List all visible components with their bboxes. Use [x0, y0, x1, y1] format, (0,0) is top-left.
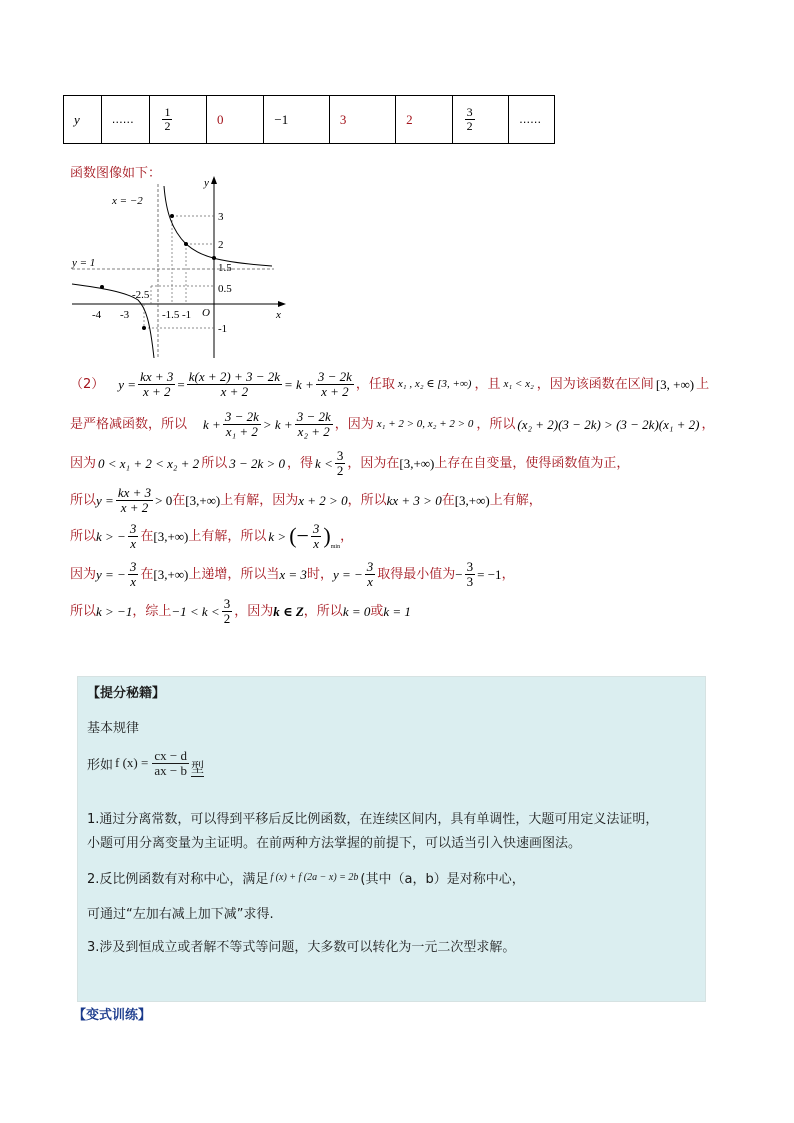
x-tick-neg4: -4 [92, 309, 102, 321]
text-min-value: 取得最小值为 [377, 566, 456, 582]
text-so-7b: ，所以 [303, 603, 343, 619]
eq-k-plus-1: k + [203, 416, 221, 432]
text-because-3: 因为 [70, 455, 97, 471]
text-because-6: 因为 [70, 566, 97, 582]
math-k-eq-1: k = 1 [383, 603, 411, 619]
math-y-neg: y = − [96, 566, 126, 582]
tips-box [77, 676, 706, 1002]
origin-label: O [202, 307, 210, 319]
math-y-neg-2: y = − [332, 566, 363, 582]
math-product-inequality: (x₂ + 2)(3 − 2k) > (3 − 2k)(x₁ + 2) [517, 416, 700, 432]
text-in-6: 在 [140, 566, 154, 582]
tips-point-2-line-1 [87, 868, 525, 887]
form-suffix: 型 [191, 757, 204, 777]
point-neg3-neg1 [142, 326, 146, 330]
x-tick-neg2_5: -2.5 [132, 289, 150, 301]
fraction-kx3-4: $\frac{kx + 3}{x + 2}$ [117, 485, 152, 515]
subscript-min: min [330, 544, 341, 551]
x-tick-neg1_5: -1.5 [162, 309, 180, 321]
point-2-prefix: 2.反比例函数有对称中心，满足 [87, 872, 269, 887]
fraction-3-2-7: $\frac{3}{2}$ [223, 596, 231, 626]
point-neg4-0_5 [100, 285, 104, 289]
point-0-1_5 [212, 256, 216, 260]
math-interval-4b: [3,+∞) [454, 492, 490, 508]
text-so-4b: ，所以 [347, 492, 387, 508]
fraction-x2: $\frac{3 - 2k}{\text{x₂ + 2}}$ [296, 409, 331, 439]
half-fraction: $\frac{1}{2}$ [164, 105, 171, 133]
text-so-3: 所以 [201, 455, 228, 471]
text-so-5: 所以 [70, 528, 97, 544]
eq-gt-k-plus: > k + [262, 416, 293, 432]
math-interval-4a: [3,+∞) [185, 492, 221, 508]
part-number: （2） [70, 376, 105, 392]
table-row [64, 96, 555, 144]
solution-line-5 [70, 522, 353, 550]
math-interval-3: [3,+∞) [399, 455, 435, 471]
text-comma-6: ， [501, 566, 515, 582]
variant-training-heading: 【变式训练】 [73, 1008, 152, 1023]
point-neg1-2 [184, 242, 188, 246]
math-x1x2-domain: x₁ , x₂ ∈ [3, +∞) [397, 377, 472, 390]
y-tick-neg1: -1 [218, 323, 228, 335]
fraction-3-x-6: $\frac{3}{x}$ [129, 559, 137, 589]
x-tick-neg1: -1 [182, 309, 192, 321]
text-in-4b: 在 [441, 492, 455, 508]
tips-point-1-line-2: 小题可用分离变量为主证明。在前两种方法掌握的前提下，可以适当引入快速画图法。 [87, 836, 582, 851]
fraction-kx3: $\frac{kx + 3}{x + 2}$ [140, 369, 174, 399]
text-comma: ， [701, 416, 715, 432]
text-so-7: 所以 [70, 603, 97, 619]
math-x2-positive: x + 2 > 0 [298, 492, 348, 508]
math-kx3-positive: kx + 3 > 0 [386, 492, 442, 508]
math-minus: − [455, 566, 463, 582]
solution-line-6 [70, 560, 515, 588]
solution-line-1 [70, 370, 709, 398]
math-k-gt-neg: k > − [96, 528, 126, 544]
text-has-solution-2: 上有解， [489, 492, 542, 508]
form-fx: f (x) = [115, 755, 149, 771]
math-range: −1 < k < [171, 603, 220, 619]
y-tick-0_5: 0.5 [218, 283, 232, 295]
text-increasing: 上递增，所以当 [188, 566, 280, 582]
text-or: 或 [370, 603, 384, 619]
text-in-summary: ，综上 [132, 603, 172, 619]
math-k-eq-0: k = 0 [342, 603, 371, 619]
text-so-4: 所以 [70, 492, 97, 508]
math-positive-denominators: x₁ + 2 > 0, x₂ + 2 > 0 [376, 417, 474, 430]
function-graph [68, 172, 294, 360]
table-cell-half [150, 96, 207, 144]
text-and: ，且 [474, 376, 501, 392]
math-x-eq-3: x = 3 [279, 566, 307, 582]
table-cell-zero: 0 [207, 96, 264, 144]
text-because-7: ，因为 [234, 603, 274, 619]
table-cell-three-half [452, 96, 509, 144]
table-cell-two: 2 [396, 96, 452, 144]
tips-point-3: 3.涉及到恒成立或者解不等式等问题，大多数可以转化为一元二次型求解。 [87, 940, 516, 955]
tips-form-line [87, 749, 204, 777]
eq-y: y = [118, 376, 137, 392]
point-2-suffix: (其中（a，b）是对称中心， [360, 872, 525, 887]
graph-caption: 函数图像如下： [70, 166, 162, 181]
right-branch-curve [164, 186, 272, 266]
tips-subtitle: 基本规律 [87, 721, 140, 736]
asymptote-h-label: y = 1 [72, 257, 96, 269]
text-take: ，任取 [355, 376, 395, 392]
asymptote-v-label: x = −2 [112, 195, 143, 207]
text-has-solution-so: 上有解，所以 [188, 528, 267, 544]
table-cell-y: y [64, 96, 102, 144]
x-axis-arrow [278, 301, 286, 307]
y-axis-arrow [211, 176, 217, 184]
text-interval: ，因为该函数在区间 [536, 376, 654, 392]
text-has-solution: 上有解，因为 [220, 492, 299, 508]
y-axis-label: y [204, 177, 209, 189]
form-fraction: $\frac{cx - d}{ax - b}$ [154, 748, 187, 778]
text-in-5: 在 [140, 528, 154, 544]
math-k-lt: k < [315, 455, 333, 471]
x-axis-label: x [276, 309, 281, 321]
text-so: ，所以 [476, 416, 516, 432]
fraction-3-x-min: $\frac{3}{x}$ [312, 521, 320, 551]
form-prefix: 形如 [87, 757, 114, 773]
eq-y-4: y = [96, 492, 114, 508]
math-interval: [3, +∞) [655, 376, 695, 392]
text-because: ，因为 [334, 416, 374, 432]
table-cell-ellipsis: …… [101, 96, 150, 144]
symmetry-formula: f (x) + f (2a − x) = 2b [270, 872, 359, 883]
solution-line-4 [70, 486, 542, 514]
solution-line-2 [70, 410, 715, 438]
math-x1-lt-x2: x₁ < x₂ [503, 377, 534, 390]
fraction-3-3: $\frac{3}{3}$ [466, 559, 474, 589]
math-gt-0: > 0 [155, 492, 173, 508]
fraction-x1: $\frac{3 - 2k}{\text{x₁ + 2}}$ [224, 409, 259, 439]
text-positive-value: 上存在自变量，使得函数值为正， [434, 455, 630, 471]
math-k-in-z: k ∈ Z [273, 603, 304, 619]
solution-line-7 [70, 597, 411, 625]
value-table [63, 95, 555, 144]
text-when: 时， [306, 566, 333, 582]
table-cell-three: 3 [329, 96, 395, 144]
math-eq-neg1: = −1 [477, 566, 502, 582]
text-comma-5: ， [340, 528, 354, 544]
paren-close: ) [323, 523, 331, 549]
math-k-gt: k > [268, 528, 287, 544]
tips-point-1-line-1: 1.通过分离常数，可以得到平移后反比例函数，在连续区间内，具有单调性，大题可用定义法证明， [87, 812, 659, 827]
eq-k-plus: = k + [284, 376, 314, 392]
text-strictly-decreasing: 是严格减函数，所以 [70, 416, 188, 432]
table-cell-ellipsis-end: …… [509, 96, 555, 144]
math-interval-5: [3,+∞) [153, 528, 189, 544]
fraction-separated: $\frac{3 - 2k}{x + 2}$ [317, 369, 352, 399]
paren-open: (− [289, 523, 309, 549]
fraction-3-x-6b: $\frac{3}{x}$ [366, 559, 374, 589]
text-in: 在 [172, 492, 186, 508]
y-tick-1_5: 1.5 [218, 262, 232, 274]
text-on: 上 [696, 376, 710, 392]
math-ordering: 0 < x₁ + 2 < x₂ + 2 [98, 455, 200, 471]
fraction-3-x: $\frac{3}{x}$ [129, 521, 137, 551]
fraction-expanded: $\frac{k(x + 2) + 3 - 2k}{x + 2}$ [188, 369, 281, 399]
y-tick-3: 3 [218, 211, 224, 223]
fraction-3-2: $\frac{3}{2}$ [336, 448, 344, 478]
solution-line-3 [70, 449, 629, 477]
text-get: ，得 [287, 455, 314, 471]
eq-sign: = [177, 376, 185, 392]
three-half-fraction: $\frac{3}{2}$ [466, 105, 473, 133]
math-3-2k-positive: 3 − 2k > 0 [229, 455, 286, 471]
text-because-on: ，因为在 [347, 455, 400, 471]
tips-point-2-line-2: 可通过“左加右减上加下减”求得. [87, 907, 274, 922]
table-cell-neg-one: −1 [264, 96, 329, 144]
x-tick-neg3: -3 [120, 309, 130, 321]
math-interval-6: [3,+∞) [153, 566, 189, 582]
y-tick-2: 2 [218, 239, 224, 251]
point-neg1_5-3 [170, 214, 174, 218]
math-k-gt-neg1: k > −1 [96, 603, 133, 619]
tips-title: 【提分秘籍】 [87, 686, 166, 701]
